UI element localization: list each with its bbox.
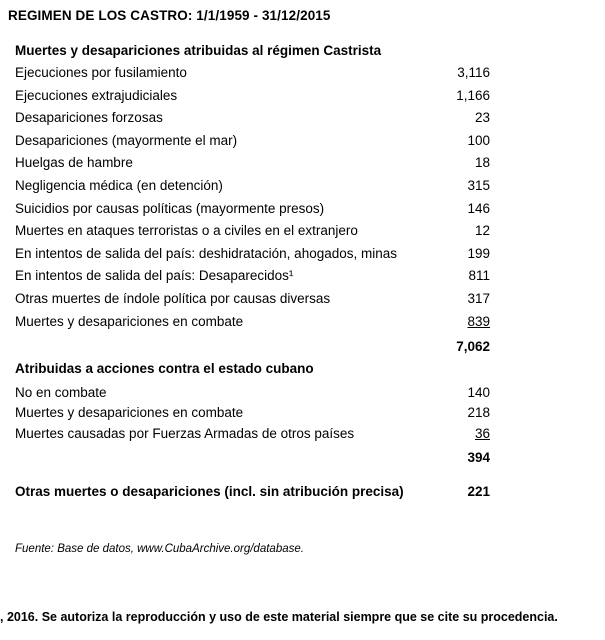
table-row [15, 153, 490, 173]
row-value: 199 [467, 246, 490, 261]
row-label: Ejecuciones por fusilamiento [15, 65, 187, 80]
table-row [15, 131, 490, 151]
row-value: 3,116 [457, 65, 490, 80]
row-value: 218 [467, 405, 490, 420]
table-row [15, 221, 490, 241]
row-label: Muertes y desapariciones en combate [15, 405, 244, 420]
table-row [15, 176, 490, 196]
table-row [15, 108, 490, 128]
row-value: 12 [474, 223, 490, 238]
row-label: Otras muertes de índole política por causas diversas [15, 291, 331, 306]
row-value: 221 [467, 484, 490, 499]
section-heading-regime: Muertes y desapariciones atribuidas al régimen Castrista [15, 43, 382, 58]
row-label: Ejecuciones extrajudiciales [15, 88, 178, 103]
row-value: 100 [467, 133, 490, 148]
table-row [15, 289, 490, 309]
row-value: 146 [467, 201, 490, 216]
table-row [15, 403, 490, 423]
other-deaths-row [15, 482, 490, 502]
table-row [15, 266, 490, 286]
row-label: Desapariciones (mayormente el mar) [15, 133, 238, 148]
row-value: 36 [474, 426, 490, 441]
row-value: 811 [468, 268, 490, 283]
row-value: 140 [467, 385, 490, 400]
row-value: 315 [467, 178, 490, 193]
row-value: 1,166 [456, 88, 490, 103]
table-row [15, 86, 490, 106]
row-label: Suicidios por causas políticas (mayormente presos) [15, 201, 325, 216]
table-row [15, 244, 490, 264]
source-note: Fuente: Base de datos, www.CubaArchive.org/database. [15, 543, 304, 555]
row-label: No en combate [15, 385, 107, 400]
section-against-state-total: 394 [467, 450, 490, 465]
row-value: 839 [467, 314, 490, 329]
footer-notice: , 2016. Se autoriza la reproducción y uso de este material siempre que se cite su procedencia. [0, 610, 558, 624]
table-row [15, 424, 490, 444]
row-label: En intentos de salida del país: deshidratación, ahogados, minas [15, 246, 398, 261]
row-label: Muertes en ataques terroristas o a civiles en el extranjero [15, 223, 358, 238]
row-label: Desapariciones forzosas [15, 110, 163, 125]
row-label: Huelgas de hambre [15, 155, 133, 170]
row-label: Negligencia médica (en detención) [15, 178, 223, 193]
section-heading-against-state: Atribuidas a acciones contra el estado cubano [15, 361, 314, 376]
section-regime-total: 7,062 [456, 339, 490, 354]
row-value: 18 [474, 155, 490, 170]
page-title: REGIMEN DE LOS CASTRO: 1/1/1959 - 31/12/2015 [8, 8, 331, 23]
table-row [15, 383, 490, 403]
row-label: En intentos de salida del país: Desaparecidos¹ [15, 268, 294, 283]
row-value: 317 [467, 291, 490, 306]
row-label: Muertes causadas por Fuerzas Armadas de otros países [15, 426, 355, 441]
row-label: Otras muertes o desapariciones (incl. sin atribución precisa) [15, 484, 404, 499]
table-row [15, 312, 490, 332]
table-row [15, 199, 490, 219]
row-label: Muertes y desapariciones en combate [15, 314, 244, 329]
row-value: 23 [474, 110, 490, 125]
table-row [15, 63, 490, 83]
